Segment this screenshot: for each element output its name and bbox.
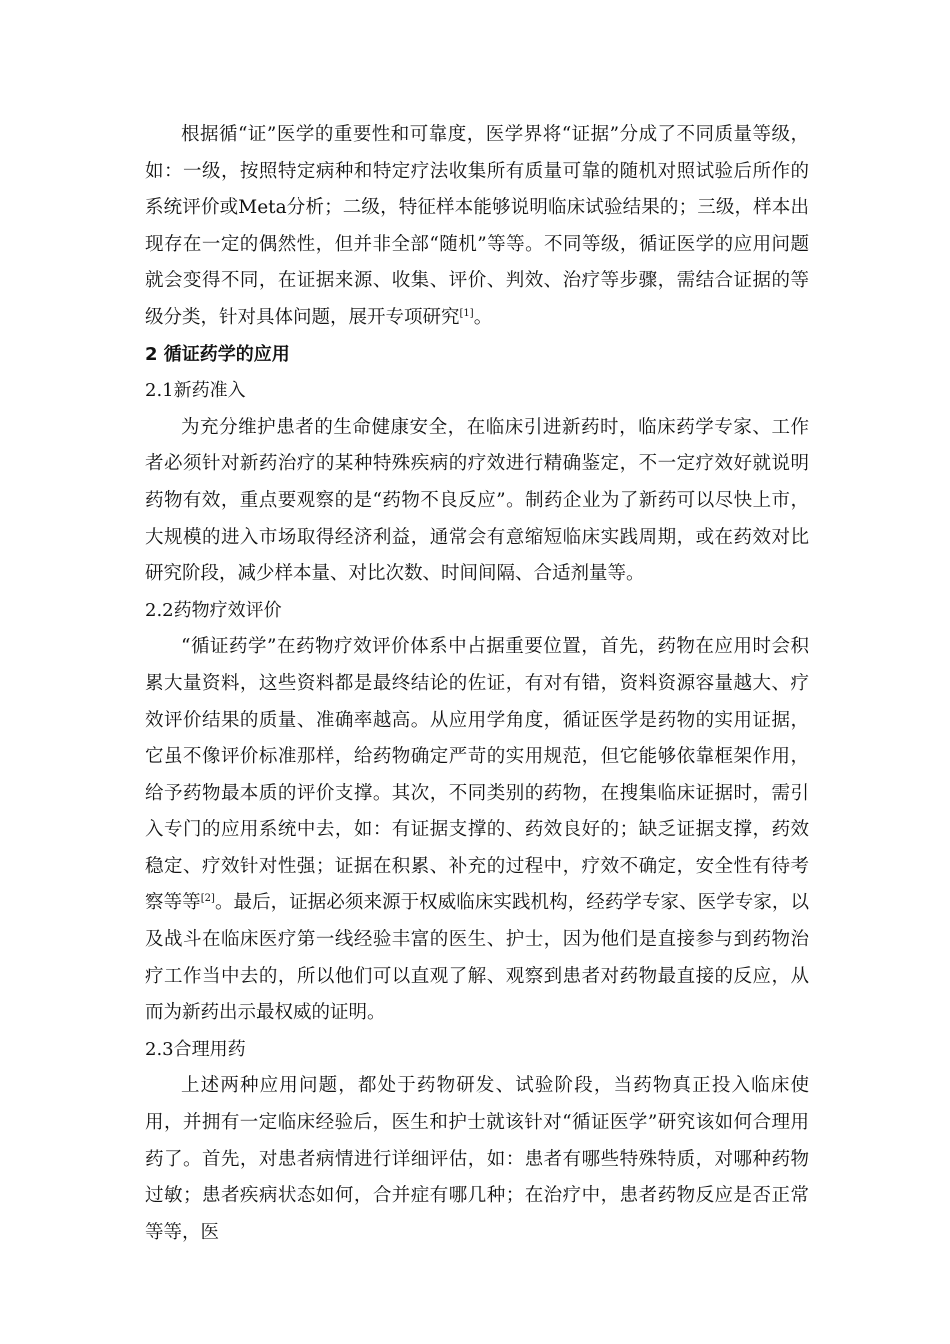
paragraph-evidence-levels — [145, 117, 809, 337]
paragraph-text: “循证药学”在药物疗效评价体系中占据重要位置，首先，药物在应用时会积累大量资料，这些资料都是最终结论的佐证，有对有错，资料资源容量越大、疗效评价结果的质量、准确率越高。从应用学角度，循证医学是药物的实用证据，它虽不像评价标准那样，给药物确定严苛的实用规范，但它能够依靠框架作用，给予药物最本质的评价支撑。其次，不同类别的药物，在搜集临床证据时，需引入专门的应用系统中去，如：有证据支撑的、药效良好的；缺乏证据支撑，药效稳定、疗效针对性强；证据在积累、补充的过程中，疗效不确定，安全性有待考察等等 — [145, 636, 809, 914]
paragraph-text: 根据循“证”医学的重要性和可靠度，医学界将“证据”分成了不同质量等级，如：一级，按照特定病种和特定疗法收集所有质量可靠的随机对照试验后所作的系统评价或Meta分析；二级，特征样本能够说明临床试验结果的；三级，样本出现存在一定的偶然性，但并非全部“随机”等等。不同等级，循证医学的应用问题就会变得不同，在证据来源、收集、评价、判效、治疗等步骤，需结合证据的等级分类，针对具体问题，展开专项研究 — [145, 124, 809, 328]
citation-ref: [2] — [200, 893, 215, 905]
citation-ref: [1] — [459, 307, 474, 319]
paragraph-tail: 。最后，证据必须来源于权威临床实践机构，经药学专家、医学专家，以及战斗在临床医疗第一线经验丰富的医生、护士，因为他们是直接参与到药物治疗工作当中去的，所以他们可以直观了解、观察到患者对药物最直接的反应，从而为新药出示最权威的证明。 — [145, 892, 809, 1024]
section-heading: 2 循证药学的应用 — [145, 343, 290, 365]
paragraph-tail: 。 — [473, 306, 493, 328]
paragraph-efficacy — [145, 629, 809, 1032]
paragraph-new-drug: 为充分维护患者的生命健康安全，在临床引进新药时，临床药学专家、工作者必须针对新药治疗的某种特殊疾病的疗效进行精确鉴定，不一定疗效好就说明药物有效，重点要观察的是“药物不良反应”。制药企业为了新药可以尽快上市，大规模的进入市场取得经济利益，通常会有意缩短临床实践周期，或在药效对比研究阶段，减少样本量、对比次数、时间间隔、合适剂量等。 — [145, 416, 809, 585]
subsection-heading-rational-use: 2.3合理用药 — [145, 1038, 246, 1060]
document-body — [145, 117, 809, 1251]
subsection-heading-efficacy: 2.2药物疗效评价 — [145, 599, 282, 621]
paragraph-rational-use: 上述两种应用问题，都处于药物研发、试验阶段，当药物真正投入临床使用，并拥有一定临床经验后，医生和护士就该针对“循证医学”研究该如何合理用药了。首先，对患者病情进行详细评估，如：患者有哪些特殊特质，对哪种药物过敏；患者疾病状态如何，合并症有哪几种；在治疗中，患者药物反应是否正常等等，医 — [145, 1075, 809, 1243]
subsection-heading-new-drug: 2.1新药准入 — [145, 380, 246, 402]
